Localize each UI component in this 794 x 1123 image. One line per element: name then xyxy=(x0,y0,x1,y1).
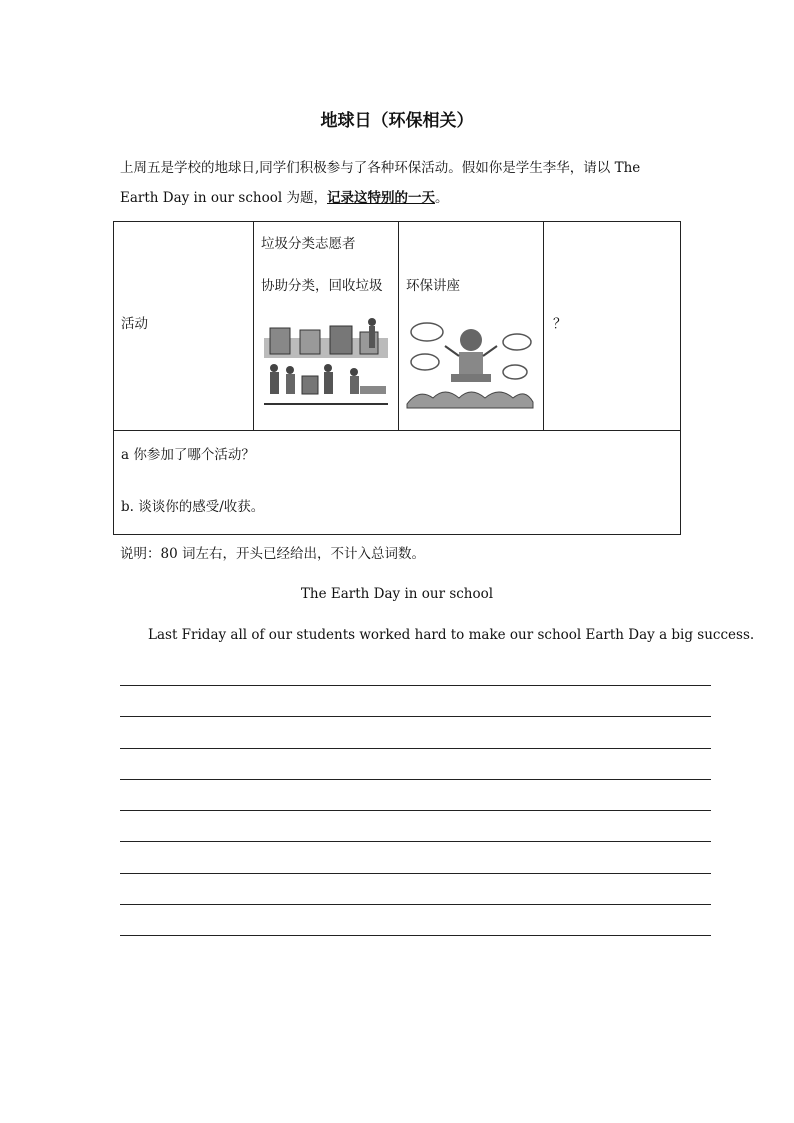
intro-emphasis: 记录这特别的一天 xyxy=(326,190,435,206)
writing-line[interactable] xyxy=(120,935,711,936)
intro-line-2 xyxy=(120,186,690,206)
questions-row xyxy=(114,431,681,535)
activity-unknown-cell xyxy=(544,222,681,431)
lecture-illustration xyxy=(405,318,535,410)
writing-line[interactable] xyxy=(120,810,711,811)
writing-line[interactable] xyxy=(120,904,711,905)
intro-suffix: 。 xyxy=(434,190,449,206)
activity-unknown: ？ xyxy=(553,316,567,332)
row-label-cell xyxy=(114,222,254,431)
instructions-note: 说明：80 词左右，开头已经给出，不计入总词数。 xyxy=(120,546,425,562)
activity-sorting-title: 垃圾分类志愿者 xyxy=(261,236,356,252)
question-a: a 你参加了哪个活动？ xyxy=(121,447,255,463)
activity-lecture-title: 环保讲座 xyxy=(406,278,460,294)
writing-line[interactable] xyxy=(120,841,711,842)
writing-line[interactable] xyxy=(120,873,711,874)
writing-line[interactable] xyxy=(120,748,711,749)
essay-first-sentence: Last Friday all of our students worked hard to make our school Earth Day a big success. xyxy=(148,627,755,643)
activity-lecture-cell xyxy=(399,222,544,431)
activity-sorting-desc: 协助分类，回收垃圾 xyxy=(261,278,383,294)
writing-line[interactable] xyxy=(120,779,711,780)
intro-prefix: Earth Day in our school 为题， xyxy=(120,190,327,206)
garbage-sorting-illustration xyxy=(260,318,392,410)
row-label: 活动 xyxy=(121,316,148,332)
activity-table xyxy=(113,221,681,535)
essay-title: The Earth Day in our school xyxy=(300,586,494,602)
page-title: 地球日（环保相关） xyxy=(320,111,474,131)
questions-cell xyxy=(114,431,681,535)
activity-row xyxy=(114,222,681,431)
writing-line[interactable] xyxy=(120,685,711,686)
intro-line-1: 上周五是学校的地球日,同学们积极参与了各种环保活动。假如你是学生李华，请以 The xyxy=(120,160,641,176)
activity-sorting-cell xyxy=(254,222,399,431)
question-b: b. 谈谈你的感受/收获。 xyxy=(121,499,265,515)
writing-line[interactable] xyxy=(120,716,711,717)
